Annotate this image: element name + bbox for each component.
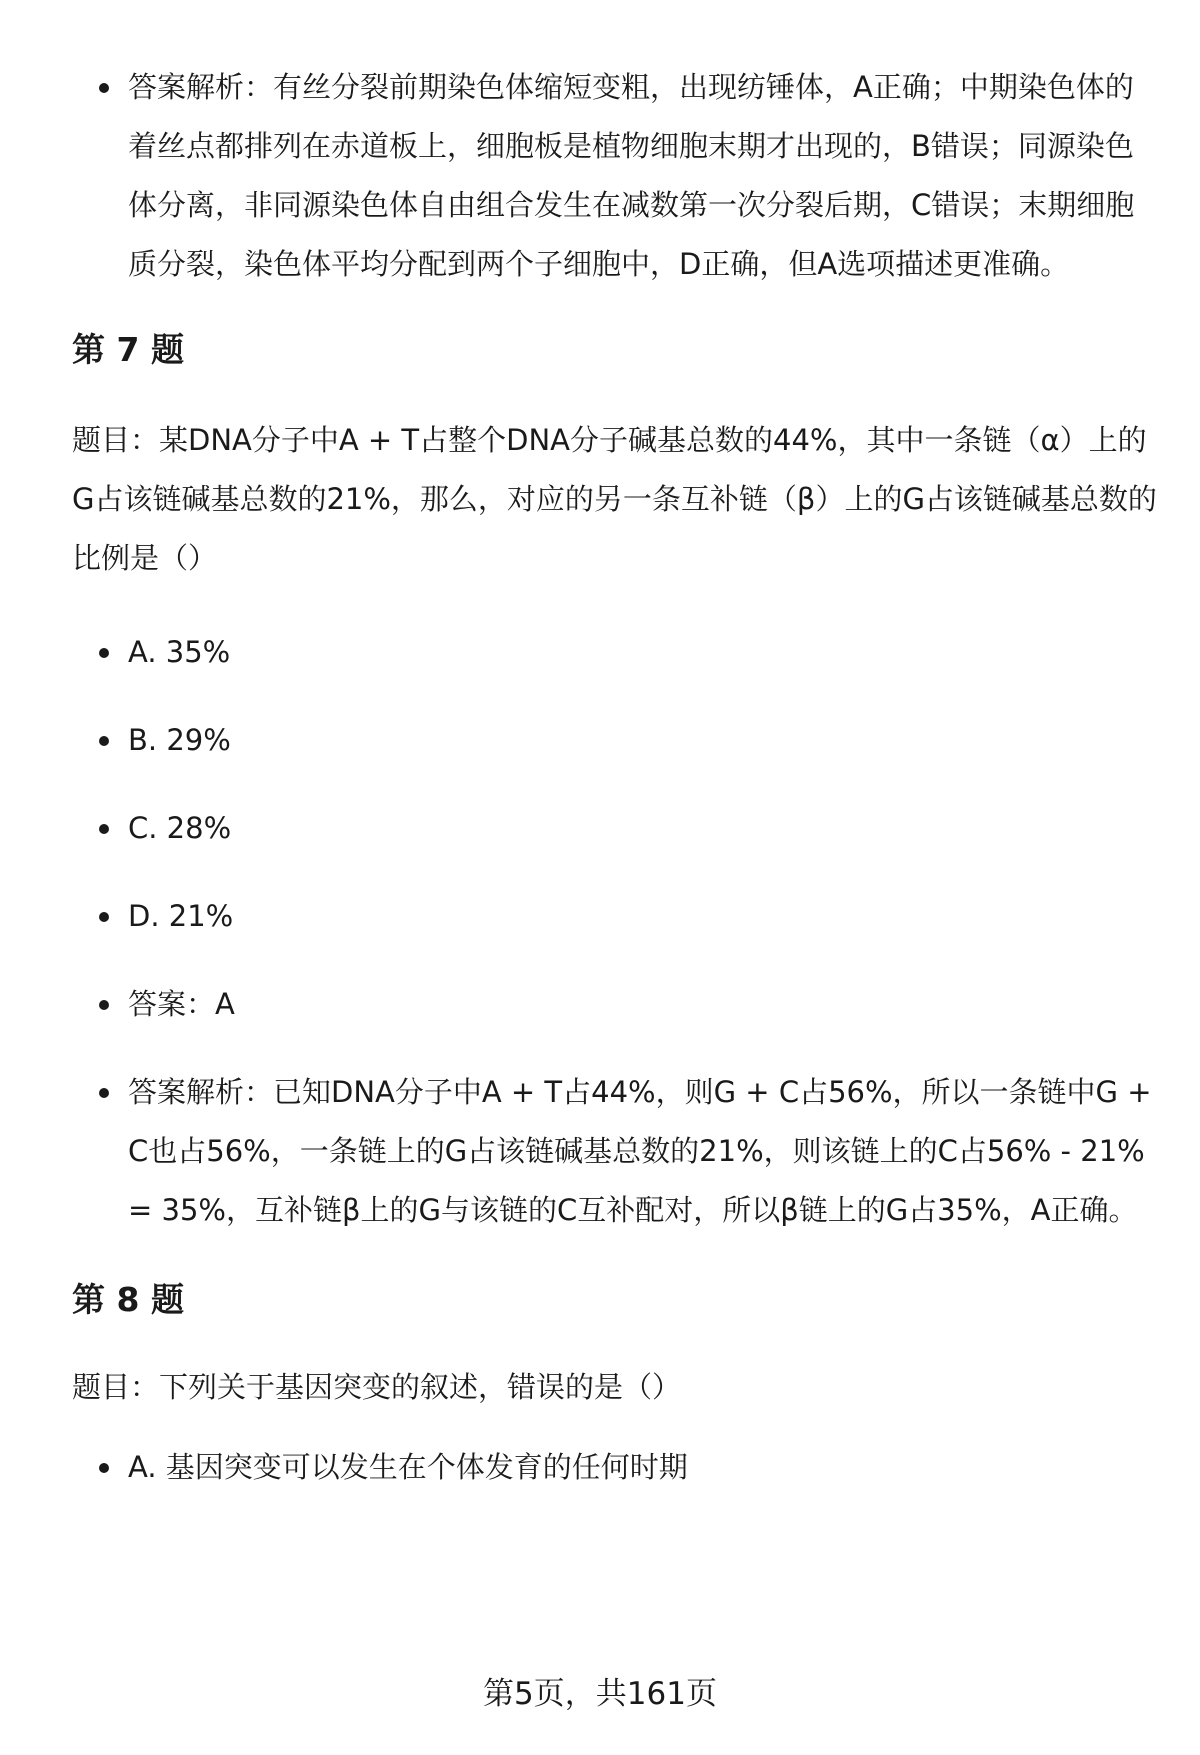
question-7-analysis: 答案解析：已知DNA分子中A + T占44%，则G + C占56%，所以一条链中G + C也占56%，一条链上的G占该链碱基总数的21%，则该链上的C占56% - 21% = 35%，互补链β上的G与该链的C互补配对，所以β链上的G占35%，A正确。 <box>72 1063 1157 1240</box>
question-8-option-a: A. 基因突变可以发生在个体发育的任何时期 <box>72 1438 1157 1497</box>
question-7-option-b: B. 29% <box>72 711 1157 770</box>
question-7-option-a: A. 35% <box>72 623 1157 682</box>
question-8-text: 题目：下列关于基因突变的叙述，错误的是（） <box>72 1370 682 1404</box>
question-7-answer: 答案：A <box>72 975 1157 1034</box>
question-7-option-c: C. 28% <box>72 799 1157 858</box>
page-number-footer: 第5页，共161页 <box>483 1676 717 1712</box>
question-8-heading: 第 8 题 <box>72 1280 184 1319</box>
prev-answer-analysis: 答案解析：有丝分裂前期染色体缩短变粗，出现纺锤体，A正确；中期染色体的着丝点都排列在赤道板上，细胞板是植物细胞末期才出现的，B错误；同源染色体分离，非同源染色体自由组合发生在减数第一次分裂后期，C错误；末期细胞质分裂，染色体平均分配到两个子细胞中，D正确，但A选项描述更准确。 <box>72 58 1157 294</box>
question-7-option-d: D. 21% <box>72 887 1157 946</box>
question-7-heading: 第 7 题 <box>72 330 184 369</box>
page-content <box>72 58 1157 1497</box>
question-7-text: 题目：某DNA分子中A + T占整个DNA分子碱基总数的44%，其中一条链（α）上的G占该链碱基总数的21%，那么，对应的另一条互补链（β）上的G占该链碱基总数的比例是（） <box>72 423 1157 575</box>
